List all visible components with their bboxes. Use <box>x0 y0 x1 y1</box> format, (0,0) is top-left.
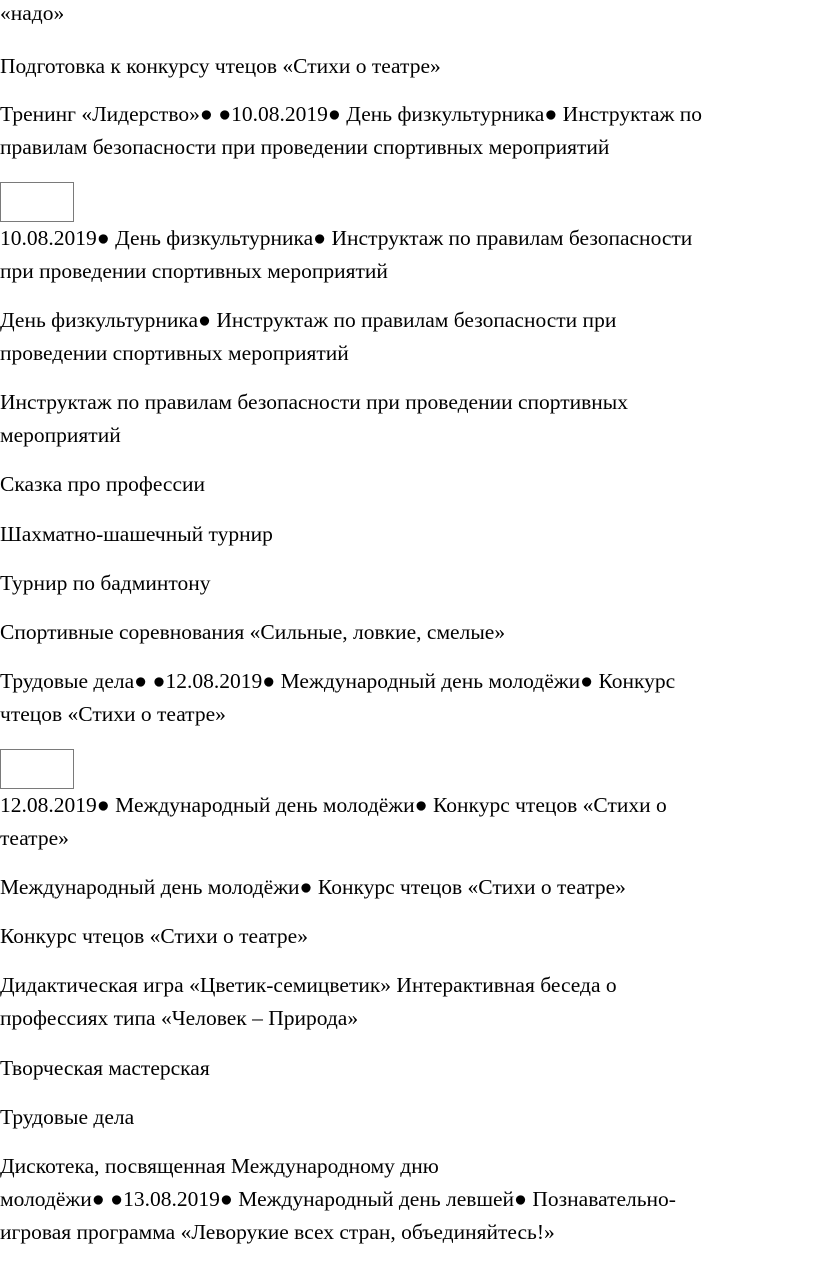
text-line: Турнир по бадминтону <box>0 571 211 595</box>
paragraph <box>0 969 800 1035</box>
text-line: молодёжи● ●13.08.2019● Международный день левшей● Познавательно- <box>0 1187 676 1211</box>
text-line: Международный день молодёжи● Конкурс чтецов «Стихи о театре» <box>0 875 626 899</box>
text-line: Дидактическая игра «Цветик-семицветик» Интерактивная беседа о <box>0 973 617 997</box>
text-line: Творческая мастерская <box>0 1056 210 1080</box>
text-line: Трудовые дела● ●12.08.2019● Международный день молодёжи● Конкурс <box>0 669 676 693</box>
paragraph <box>0 789 800 855</box>
text-line: «надо» <box>0 1 65 25</box>
paragraph <box>0 98 800 164</box>
text-line: мероприятий <box>0 423 121 447</box>
text-line: профессиях типа «Человек – Природа» <box>0 1006 359 1030</box>
text-line: проведении спортивных мероприятий <box>0 341 349 365</box>
paragraph <box>0 386 800 452</box>
paragraph <box>0 871 800 904</box>
text-line: Тренинг «Лидерство»● ●10.08.2019● День физкультурника● Инструктаж по <box>0 102 702 126</box>
paragraph <box>0 567 800 600</box>
text-line: 12.08.2019● Международный день молодёжи● Конкурс чтецов «Стихи о <box>0 793 667 817</box>
paragraph <box>0 468 800 501</box>
text-line: чтецов «Стихи о театре» <box>0 702 226 726</box>
text-line: Конкурс чтецов «Стихи о театре» <box>0 924 308 948</box>
paragraph <box>0 616 800 649</box>
paragraph <box>0 518 800 551</box>
paragraph <box>0 1052 800 1085</box>
text-line: Сказка про профессии <box>0 472 206 496</box>
paragraph <box>0 920 800 953</box>
text-line: Шахматно-шашечный турнир <box>0 522 273 546</box>
text-line: Трудовые дела <box>0 1105 135 1129</box>
paragraph <box>0 304 800 370</box>
text-line: Дискотека, посвященная Международному дню <box>0 1154 439 1178</box>
text-line: Спортивные соревнования «Сильные, ловкие, смелые» <box>0 620 506 644</box>
text-line: при проведении спортивных мероприятий <box>0 259 388 283</box>
paragraph <box>0 222 800 288</box>
empty-box <box>0 182 74 222</box>
text-line: игровая программа «Леворукие всех стран, объединяйтесь!» <box>0 1220 555 1244</box>
paragraph <box>0 665 800 731</box>
text-line: правилам безопасности при проведении спортивных мероприятий <box>0 135 610 159</box>
paragraph <box>0 0 800 30</box>
paragraph <box>0 1150 800 1249</box>
text-line: театре» <box>0 826 69 850</box>
text-line: День физкультурника● Инструктаж по правилам безопасности при <box>0 308 617 332</box>
paragraph <box>0 1101 800 1134</box>
paragraph <box>0 50 800 83</box>
text-line: Инструктаж по правилам безопасности при проведении спортивных <box>0 390 628 414</box>
text-line: 10.08.2019● День физкультурника● Инструктаж по правилам безопасности <box>0 226 693 250</box>
empty-box <box>0 749 74 789</box>
text-line: Подготовка к конкурсу чтецов «Стихи о театре» <box>0 54 441 78</box>
